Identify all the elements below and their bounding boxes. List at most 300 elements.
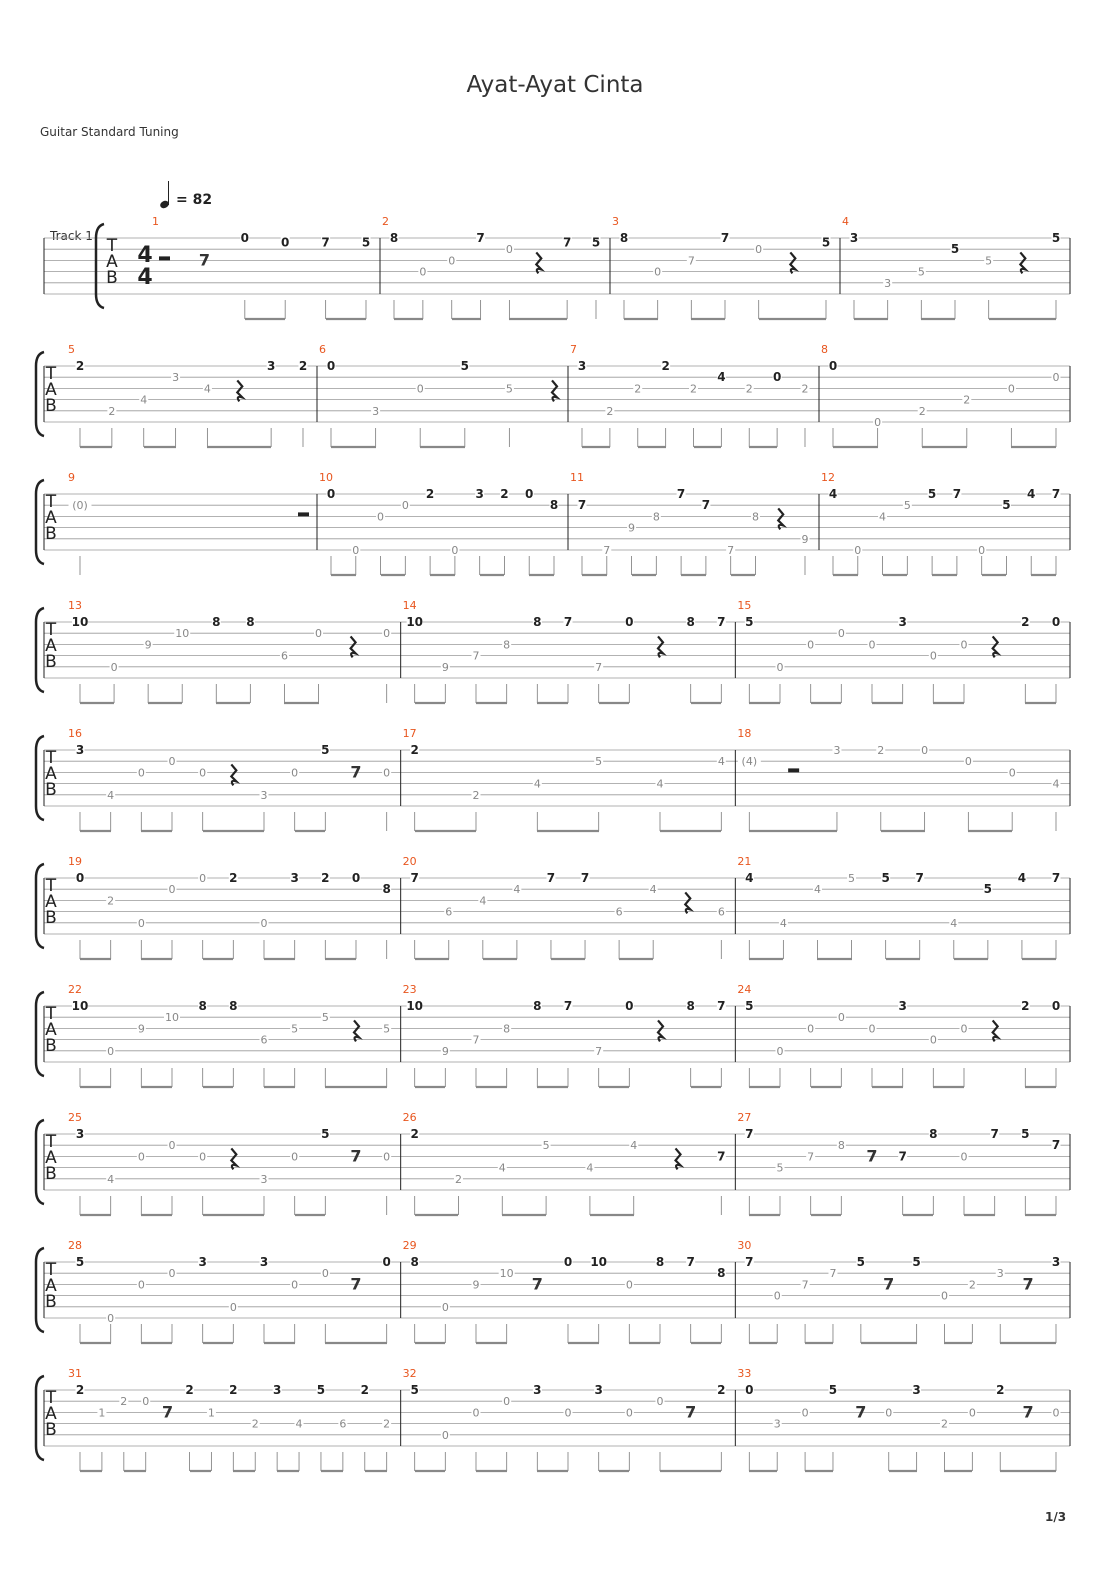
- tab-clef-letter: A: [45, 1276, 57, 1296]
- fret-number: 7: [807, 1150, 815, 1164]
- quarter-rest: [658, 1020, 663, 1041]
- half-rest: [298, 512, 309, 516]
- measure: [68, 599, 401, 703]
- measure: [68, 343, 317, 447]
- measure: [403, 1239, 736, 1343]
- fret-number: 4: [1052, 777, 1060, 791]
- measure: [821, 471, 1070, 575]
- measure: [68, 855, 401, 959]
- fret-number: 2: [472, 788, 480, 802]
- fret-number: 7: [915, 871, 924, 885]
- fret-number: 0: [326, 487, 336, 501]
- measure-number: 26: [402, 1111, 417, 1124]
- measure: [737, 855, 1070, 959]
- fret-number: 0: [837, 627, 845, 641]
- fret-number: 0: [1007, 382, 1015, 396]
- fret-number: 4: [513, 883, 521, 897]
- fret-number: 0: [383, 766, 391, 780]
- quarter-rest: [1020, 252, 1025, 273]
- tab-clef-letter: A: [45, 892, 57, 912]
- fret-number: 7: [1051, 1138, 1061, 1153]
- fret-number: 6: [445, 905, 453, 919]
- fret-number: 0: [199, 1150, 207, 1164]
- fret-number: 8: [686, 999, 695, 1013]
- fret-number: 2: [745, 382, 753, 396]
- fret-number: 9: [137, 1022, 145, 1036]
- fret-number: 0: [416, 382, 424, 396]
- measure: [403, 599, 736, 703]
- fret-number: 10: [499, 1267, 514, 1281]
- measure-number: 30: [737, 1239, 752, 1252]
- measure: [68, 471, 317, 575]
- quarter-rest: [993, 1020, 998, 1041]
- fret-number: 5: [950, 242, 960, 257]
- quarter-rest: [536, 252, 541, 273]
- eighth-rest: 7: [162, 1402, 174, 1422]
- fret-number: 10: [165, 1011, 179, 1025]
- fret-number: 9: [801, 532, 809, 546]
- measure: [68, 1367, 401, 1471]
- fret-number: 0: [142, 1395, 150, 1409]
- fret-number: 2: [120, 1395, 128, 1409]
- fret-number: 8: [655, 1255, 665, 1269]
- measure: [737, 1239, 1070, 1343]
- fret-number: 9: [441, 1044, 449, 1058]
- measure: [403, 1367, 736, 1471]
- system-bracket: [36, 1120, 44, 1204]
- measure: [403, 855, 736, 959]
- fret-number: 0: [868, 638, 876, 652]
- eighth-rest: 7: [855, 1402, 867, 1422]
- measure-number: 15: [737, 599, 752, 612]
- fret-number: 3: [833, 744, 841, 757]
- quarter-rest: [676, 1148, 681, 1169]
- fret-number: 2: [454, 1172, 462, 1186]
- eighth-rest: 7: [350, 1146, 362, 1166]
- tab-clef-letter: B: [45, 1292, 57, 1312]
- fret-number: 0: [978, 544, 986, 557]
- fret-number: 7: [580, 871, 590, 885]
- measure-number: 19: [68, 855, 82, 868]
- fret-number: 2: [229, 1383, 238, 1397]
- measure-number: 13: [68, 599, 82, 612]
- fret-number: 7: [563, 615, 573, 629]
- quarter-rest: [354, 1020, 359, 1041]
- fret-number: 4: [813, 883, 821, 897]
- fret-number: 0: [137, 1150, 145, 1164]
- fret-number: 7: [472, 649, 480, 663]
- fret-number: 3: [475, 487, 484, 501]
- fret-number: 5: [856, 1255, 866, 1269]
- measure-number: 2: [382, 215, 389, 228]
- tempo-value: = 82: [176, 192, 213, 208]
- tab-clef-letter: T: [45, 364, 57, 384]
- fret-number: 0: [75, 871, 85, 885]
- tab-clef-letter: T: [45, 1004, 57, 1024]
- tab-clef-letter: B: [45, 652, 57, 672]
- tab-clef-letter: T: [45, 876, 57, 896]
- eighth-rest: 7: [866, 1146, 878, 1166]
- fret-number: 2: [383, 1417, 391, 1431]
- quarter-rest: [231, 764, 236, 785]
- fret-number: 0: [807, 1022, 815, 1036]
- fret-number: 7: [745, 1255, 754, 1269]
- fret-number: 3: [75, 1127, 85, 1141]
- fret-number: 0: [940, 1289, 948, 1303]
- tab-clef-letter: T: [45, 1260, 57, 1280]
- tab-clef-letter: B: [45, 524, 57, 544]
- fret-number: 8: [229, 999, 238, 1013]
- measure-number: 18: [737, 727, 752, 740]
- fret-number: 3: [849, 231, 859, 245]
- fret-number: 3: [594, 1383, 603, 1397]
- fret-number: 0: [525, 487, 534, 501]
- fret-number: 4: [479, 894, 487, 908]
- tab-clef-letter: B: [45, 908, 57, 928]
- fret-number: 5: [383, 1022, 391, 1036]
- fret-number: 2: [107, 894, 115, 908]
- fret-number: 3: [533, 1383, 542, 1397]
- fret-number: 2: [410, 1127, 419, 1141]
- fret-number: 0: [1052, 371, 1060, 385]
- measure-number: 28: [68, 1239, 82, 1252]
- fret-number: 0: [472, 1406, 480, 1420]
- fret-number: 8: [382, 882, 391, 897]
- fret-number: 2: [940, 1417, 948, 1431]
- fret-number: 0: [772, 370, 782, 385]
- measure: [570, 471, 819, 575]
- fret-number: 8: [619, 231, 629, 245]
- tab-system: [44, 215, 1070, 319]
- tab-clef-letter: A: [45, 508, 57, 528]
- fret-number: 5: [321, 1127, 330, 1141]
- fret-number: 3: [884, 276, 892, 290]
- fret-number: 0: [326, 359, 336, 373]
- fret-number: 4: [533, 777, 541, 791]
- fret-number: 7: [595, 1044, 603, 1058]
- tab-system: [36, 1367, 1070, 1471]
- fret-number: 8: [246, 615, 255, 629]
- fret-number: 0: [1051, 615, 1061, 629]
- fret-number: 7: [898, 1149, 907, 1164]
- eighth-rest: 7: [883, 1274, 895, 1294]
- measure: [737, 1111, 1070, 1215]
- fret-number: 0: [448, 254, 456, 268]
- fret-number: 0: [321, 1267, 329, 1281]
- fret-number: 7: [717, 615, 726, 629]
- fret-number: 5: [321, 743, 330, 757]
- fret-number: 4: [630, 1139, 638, 1153]
- measure-number: 22: [68, 983, 82, 996]
- tab-system: [36, 1111, 1070, 1215]
- tab-system: [36, 471, 1070, 575]
- fret-number: 4: [586, 1161, 594, 1175]
- measure: [68, 727, 401, 831]
- fret-number: 2: [229, 871, 238, 885]
- fret-number: 5: [985, 254, 993, 268]
- quarter-rest: [552, 380, 557, 401]
- measure: [737, 1367, 1070, 1471]
- fret-number: 1: [207, 1406, 215, 1420]
- eighth-rest: 7: [1022, 1402, 1034, 1422]
- fret-number: 5: [903, 499, 911, 513]
- fret-number: 0: [199, 766, 207, 780]
- fret-number: 7: [472, 1033, 480, 1047]
- fret-number: 8: [549, 498, 559, 513]
- measure-number: 1: [152, 215, 159, 228]
- tab-clef-letter: T: [45, 620, 57, 640]
- fret-number: 4: [498, 1161, 506, 1175]
- measure-number: 8: [821, 343, 828, 356]
- measure: [612, 215, 840, 319]
- fret-number: 5: [1002, 498, 1011, 513]
- fret-number: 0: [240, 231, 249, 245]
- fret-number: 7: [1051, 871, 1061, 885]
- system-bracket: [36, 1248, 44, 1332]
- measure-number: 9: [68, 471, 75, 484]
- fret-number: 0: [441, 1300, 449, 1314]
- fret-number: 7: [727, 544, 735, 557]
- fret-number: 0: [745, 1383, 754, 1397]
- fret-number: 3: [259, 1255, 269, 1269]
- fret-number: 0: [503, 1395, 511, 1409]
- fret-number: (0): [72, 499, 88, 513]
- fret-number: 7: [603, 544, 611, 557]
- system-bracket: [36, 608, 44, 692]
- quarter-rest: [231, 1148, 236, 1169]
- score-title: Ayat-Ayat Cinta: [466, 72, 644, 98]
- quarter-rest: [237, 380, 242, 401]
- fret-number: 5: [361, 235, 371, 250]
- fret-number: 5: [881, 871, 890, 885]
- measure: [821, 343, 1070, 447]
- fret-number: 2: [108, 404, 116, 418]
- tab-clef-letter: A: [45, 380, 57, 400]
- fret-number: 4: [107, 788, 115, 802]
- fret-number: 8: [929, 1127, 938, 1141]
- fret-number: 6: [280, 649, 288, 663]
- fret-number: 0: [776, 660, 784, 674]
- system-bracket: [36, 352, 44, 436]
- fret-number: 4: [717, 755, 725, 769]
- fret-number: 0: [137, 916, 145, 930]
- fret-number: 0: [929, 1033, 937, 1047]
- fret-number: 0: [960, 638, 968, 652]
- fret-number: 0: [315, 627, 323, 641]
- fret-number: 0: [168, 1267, 176, 1281]
- tab-clef-letter: A: [106, 252, 118, 272]
- fret-number: 3: [198, 1255, 207, 1269]
- tab-clef-letter: A: [45, 764, 57, 784]
- fret-number: 8: [198, 999, 207, 1013]
- fret-number: 4: [140, 393, 148, 407]
- fret-number: 5: [848, 872, 856, 885]
- fret-number: 6: [717, 905, 725, 919]
- system-bracket: [36, 1376, 44, 1460]
- tab-clef-letter: B: [45, 1420, 57, 1440]
- fret-number: 0: [352, 544, 360, 557]
- fret-number: 0: [107, 1312, 115, 1325]
- measure-number: 21: [737, 855, 752, 868]
- fret-number: 0: [776, 1044, 784, 1058]
- tab-clef-letter: T: [45, 1132, 57, 1152]
- fret-number: 5: [776, 1161, 784, 1175]
- fret-number: 0: [564, 1406, 572, 1420]
- tab-system: [36, 343, 1070, 447]
- fret-number: 3: [372, 404, 380, 418]
- fret-number: 2: [75, 359, 85, 373]
- tab-clef-letter: B: [45, 1164, 57, 1184]
- fret-number: 8: [837, 1139, 845, 1153]
- fret-number: 4: [1017, 871, 1027, 885]
- measure-number: 7: [570, 343, 577, 356]
- fret-number: 4: [779, 916, 787, 930]
- half-rest: [788, 768, 799, 772]
- fret-number: 0: [1052, 1406, 1060, 1420]
- fret-number: 0: [168, 1139, 176, 1153]
- fret-number: 0: [968, 1406, 976, 1420]
- fret-number: 7: [686, 1255, 695, 1269]
- fret-number: 0: [929, 649, 937, 663]
- fret-number: 8: [652, 510, 660, 524]
- fret-number: 2: [690, 382, 697, 396]
- fret-number: 7: [952, 487, 962, 501]
- fret-number: (4): [741, 755, 758, 769]
- fret-number: 3: [75, 743, 85, 757]
- measure: [152, 215, 380, 319]
- eighth-rest: 7: [685, 1402, 697, 1422]
- fret-number: 6: [339, 1417, 347, 1431]
- fret-number: 3: [260, 1172, 268, 1186]
- tab-clef-letter: T: [106, 236, 118, 256]
- fret-number: 7: [745, 1127, 754, 1141]
- fret-number: 4: [879, 510, 887, 524]
- measure: [319, 471, 568, 575]
- system-bracket: [36, 480, 44, 564]
- measure-number: 31: [68, 1367, 82, 1380]
- measure: [403, 727, 736, 831]
- fret-number: 7: [410, 871, 419, 885]
- system-bracket: [36, 992, 44, 1076]
- fret-number: 0: [168, 883, 176, 897]
- measure: [68, 1239, 401, 1343]
- measure-number: 16: [68, 727, 82, 740]
- fret-number: 0: [291, 766, 299, 780]
- measure: [68, 983, 401, 1087]
- measure-number: 10: [319, 471, 333, 484]
- fret-number: 0: [383, 1150, 391, 1164]
- eighth-rest: 7: [531, 1274, 543, 1294]
- quarter-rest: [351, 636, 356, 657]
- fret-number: 5: [291, 1022, 299, 1036]
- measure: [68, 1111, 401, 1215]
- measure-number: 33: [737, 1367, 752, 1380]
- tab-clef-letter: B: [45, 396, 57, 416]
- fret-number: 7: [321, 235, 330, 250]
- fret-number: 2: [500, 487, 509, 501]
- fret-number: 2: [360, 1383, 369, 1397]
- fret-number: 0: [110, 660, 118, 674]
- fret-number: 7: [829, 1267, 837, 1281]
- tab-clef-letter: T: [45, 1388, 57, 1408]
- system-bracket: [36, 736, 44, 820]
- fret-number: 2: [661, 359, 670, 373]
- fret-number: 1: [98, 1406, 106, 1420]
- fret-number: 0: [401, 499, 409, 513]
- page-number: 1/3: [1045, 1510, 1067, 1524]
- fret-number: 0: [960, 1150, 968, 1164]
- fret-number: 4: [656, 777, 664, 791]
- fret-number: 9: [441, 660, 449, 674]
- measure: [403, 983, 736, 1087]
- measure-number: 5: [68, 343, 75, 356]
- fret-number: 7: [476, 231, 485, 245]
- measure-number: 3: [612, 215, 619, 228]
- fret-number: 0: [137, 1278, 145, 1292]
- quarter-rest: [993, 636, 998, 657]
- half-rest: [159, 256, 170, 260]
- fret-number: 2: [425, 487, 435, 501]
- fret-number: 0: [960, 1022, 968, 1036]
- measure-number: 20: [402, 855, 417, 868]
- fret-number: 0: [382, 1255, 391, 1269]
- fret-number: 5: [591, 235, 601, 250]
- fret-number: 8: [410, 1255, 419, 1269]
- fret-number: 0: [1051, 999, 1061, 1013]
- measure-number: 14: [402, 599, 417, 612]
- tab-clef-letter: B: [45, 780, 57, 800]
- system-bracket: [96, 224, 104, 308]
- fret-number: 0: [625, 999, 634, 1013]
- fret-number: 3: [172, 371, 180, 385]
- fret-number: 2: [918, 404, 926, 418]
- fret-number: 8: [533, 999, 542, 1013]
- tab-clef-letter: A: [45, 636, 57, 656]
- fret-number: 0: [964, 755, 972, 769]
- fret-number: 8: [212, 615, 221, 629]
- tab-system: [36, 727, 1070, 831]
- fret-number: 9: [628, 521, 636, 535]
- measure-number: 27: [737, 1111, 752, 1124]
- fret-number: 4: [203, 382, 211, 396]
- fret-number: 2: [185, 1383, 194, 1397]
- fret-number: 0: [451, 544, 459, 557]
- fret-number: 2: [801, 382, 809, 396]
- fret-number: 5: [745, 615, 754, 629]
- fret-number: 3: [1051, 1255, 1061, 1269]
- fret-number: 7: [717, 999, 726, 1013]
- fret-number: 7: [990, 1127, 999, 1141]
- measure-number: 25: [68, 1111, 82, 1124]
- fret-number: 9: [144, 638, 152, 652]
- measure-number: 6: [319, 343, 326, 356]
- tab-clef-letter: T: [45, 492, 57, 512]
- tab-system: [36, 983, 1070, 1087]
- fret-number: 7: [562, 235, 572, 250]
- tab-clef-letter: A: [45, 1148, 57, 1168]
- fret-number: 8: [686, 615, 695, 629]
- fret-number: 3: [912, 1383, 921, 1397]
- fret-number: 2: [1021, 999, 1030, 1013]
- fret-number: 4: [1027, 487, 1036, 501]
- measure-number: 24: [737, 983, 752, 996]
- fret-number: 5: [821, 235, 831, 250]
- eighth-rest: 7: [1022, 1274, 1034, 1294]
- fret-number: 2: [410, 743, 419, 757]
- fret-number: 3: [773, 1417, 781, 1431]
- fret-number: 0: [199, 872, 207, 885]
- fret-number: 7: [717, 1149, 726, 1164]
